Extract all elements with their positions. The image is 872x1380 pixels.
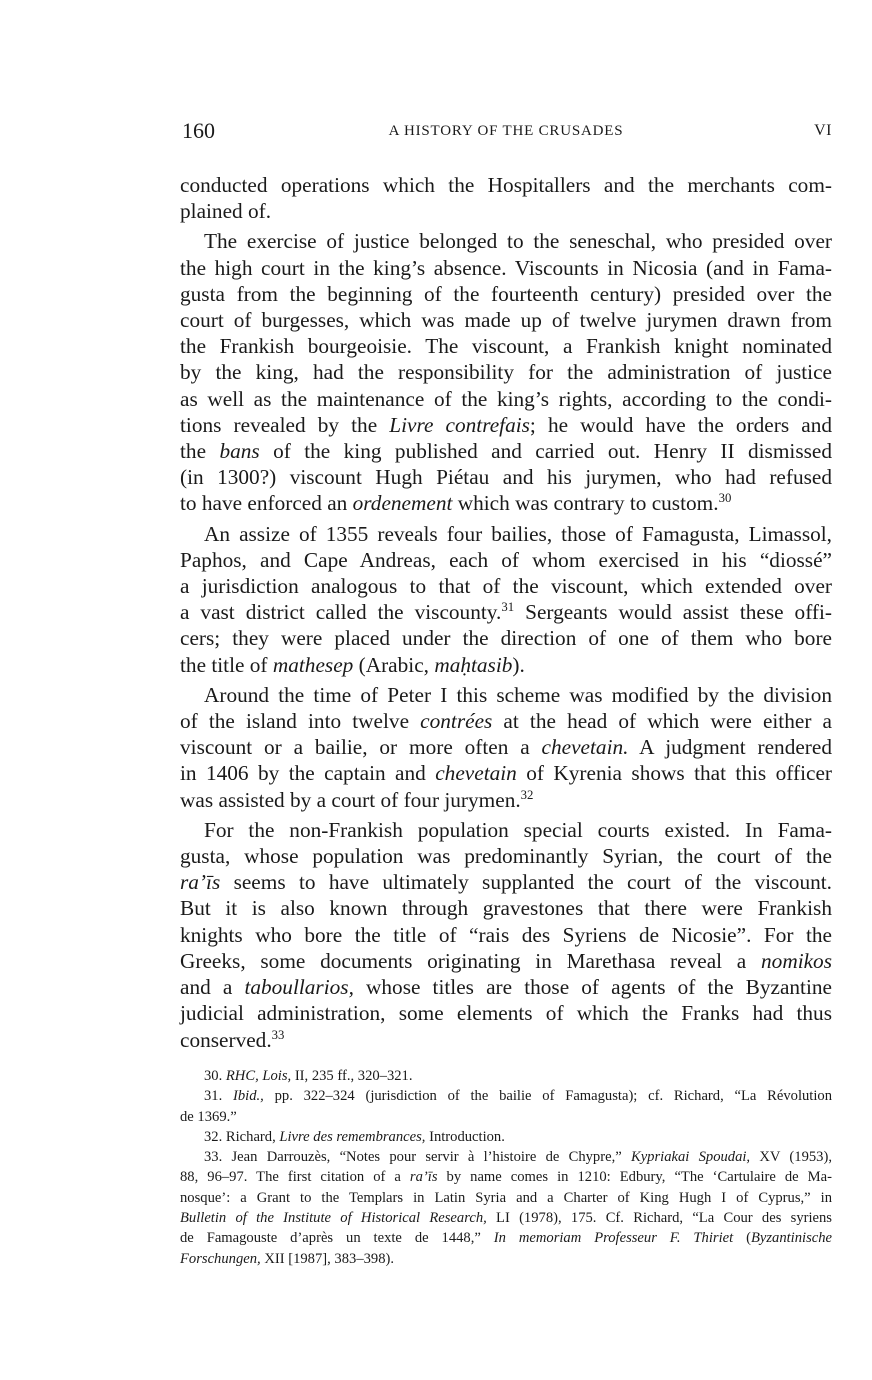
text-line: 30. RHC, Lois, II, 235 ff., 320–321. — [204, 1068, 413, 1084]
text-line: But it is also known through gravestones that there were Frankish — [180, 896, 832, 921]
text-line: conserved.$^{33}$ — [180, 1027, 285, 1052]
text-line: (in 1300?) viscount Hugh Piétau and his jurymen, who had refused — [180, 465, 832, 490]
text-line: as well as the maintenance of the king’s rights, according to the condi- — [180, 386, 832, 411]
text-line: judicial administration, some elements of which the Franks had thus — [180, 1001, 832, 1026]
text-line: tions revealed by the Livre contrefais; he would have the orders and — [180, 412, 832, 437]
text-line: court of burgesses, which was made up of twelve jurymen drawn from — [180, 308, 832, 333]
footnotes — [180, 1066, 832, 1269]
text-line: a vast district called the viscounty.$^{31}$ Sergeants would assist these offi- — [180, 600, 832, 625]
chapter-number: VI — [814, 122, 832, 139]
text-line: The exercise of justice belonged to the seneschal, who presided over — [204, 229, 832, 254]
text-line: de Famagouste d’après un texte de 1448,” In memoriam Professeur F. Thiriet (Byzantinische — [180, 1230, 833, 1247]
running-title: A HISTORY OF THE CRUSADES — [388, 123, 624, 139]
page-number: 160 — [182, 118, 215, 143]
text-line: nosque’: a Grant to the Templars in Latin Syria and a Charter of King Hugh I of Cyprus,” in — [180, 1189, 832, 1206]
italic-term: ra’īs — [180, 870, 221, 895]
text-line: 33. Jean Darrouzès, “Notes pour servir à l’histoire de Chypre,” Kypriakai Spoudai, XV (1953), — [204, 1149, 832, 1166]
italic-term: nomikos — [761, 948, 832, 973]
paragraph-2 — [180, 228, 832, 516]
text-line: the Frankish bourgeoisie. The viscount, a Frankish knight nominated — [180, 334, 832, 359]
paragraph-4 — [180, 682, 832, 813]
italic-term: taboullarios, — [244, 975, 354, 1000]
italic-term: ordenement — [352, 491, 453, 516]
italic-term: chevetain — [435, 761, 517, 786]
text-line: of the island into twelve contrées at the head of which were either a — [180, 709, 832, 734]
text-line: gusta, whose population was predominantly Syrian, the court of the — [180, 844, 832, 869]
footnote-32 — [180, 1127, 832, 1147]
footnote-ref[interactable]: 31 — [501, 600, 515, 615]
text-line: knights who bore the title of “rais des Syriens de Nicosie”. For the — [180, 922, 832, 947]
text-line: was assisted by a court of four jurymen.$^{32}$ — [180, 787, 534, 812]
italic-term: contrées — [420, 709, 493, 734]
text-line: to have enforced an ordenement which was contrary to custom.$^{30}$ — [180, 491, 732, 516]
italic-term: bans — [219, 439, 260, 464]
text-line: and a taboullarios, whose titles are those of agents of the Byzantine — [180, 975, 832, 1000]
text-line: ra’īs seems to have ultimately supplanted the court of the viscount. — [180, 870, 832, 895]
paragraph-3 — [180, 521, 832, 678]
text-line: de 1369.” — [180, 1108, 237, 1125]
text-line: 32. Richard, Livre des remembrances, Introduction. — [204, 1128, 505, 1145]
text-line: An assize of 1355 reveals four bailies, those of Famagusta, Limassol, — [204, 521, 832, 546]
running-header — [180, 118, 832, 146]
footnote-ref[interactable]: 30 — [718, 491, 732, 506]
text-line: Around the time of Peter I this scheme was modified by the division — [204, 682, 832, 707]
text-line: in 1406 by the captain and chevetain of Kyrenia shows that this officer — [180, 761, 832, 786]
footnote-31 — [180, 1086, 832, 1127]
text-line: gusta from the beginning of the fourteenth century) presided over the — [180, 281, 832, 306]
text-line: the bans of the king published and carried out. Henry II dismissed — [180, 439, 833, 464]
text-line: Forschungen, XII [1987], 383–398). — [180, 1250, 395, 1267]
italic-term: chevetain. — [541, 735, 629, 760]
text-line: Greeks, some documents originating in Marethasa reveal a nomikos — [180, 948, 832, 973]
text-line: For the non-Frankish population special courts existed. In Fama- — [204, 817, 832, 842]
footnote-ref[interactable]: 32 — [520, 787, 534, 802]
footnote-30 — [180, 1066, 832, 1086]
text-line: viscount or a bailie, or more often a chevetain. A judgment rendered — [180, 735, 832, 760]
paragraph-1 — [180, 172, 832, 224]
footnote-ref[interactable]: 33 — [271, 1027, 285, 1042]
text-line: a jurisdiction analogous to that of the viscount, which extended over — [180, 574, 832, 599]
text-line: plained of. — [180, 199, 272, 224]
main-text — [180, 172, 832, 1053]
paragraph-5 — [180, 817, 832, 1053]
italic-term: mathesep — [272, 652, 354, 677]
italic-term: Livre contrefais — [389, 412, 530, 437]
text-line: cers; they were placed under the direction of one of them who bore — [180, 626, 832, 651]
text-line: 31. Ibid., pp. 322–324 (jurisdiction of the bailie of Famagusta); cf. Richard, “La Révolution — [204, 1088, 832, 1105]
footnote-33 — [180, 1147, 832, 1269]
text-line: conducted operations which the Hospitallers and the merchants com- — [180, 173, 832, 197]
text-line: by the king, had the responsibility for the administration of justice — [180, 360, 832, 385]
text-line: Paphos, and Cape Andreas, each of whom exercised in his “diossé” — [180, 547, 832, 572]
text-line: the high court in the king’s absence. Viscounts in Nicosia (and in Fama- — [180, 255, 832, 280]
text-line: 88, 96–97. The first citation of a ra’īs by name comes in 1210: Edbury, “The ‘Cartulaire de Ma- — [180, 1169, 832, 1186]
text-line: the title of mathesep (Arabic, maḥtasib). — [180, 652, 525, 677]
italic-term: maḥtasib — [434, 652, 513, 677]
text-line: Bulletin of the Institute of Historical Research, LI (1978), 175. Cf. Richard, “La Cour des syriens — [180, 1210, 832, 1227]
